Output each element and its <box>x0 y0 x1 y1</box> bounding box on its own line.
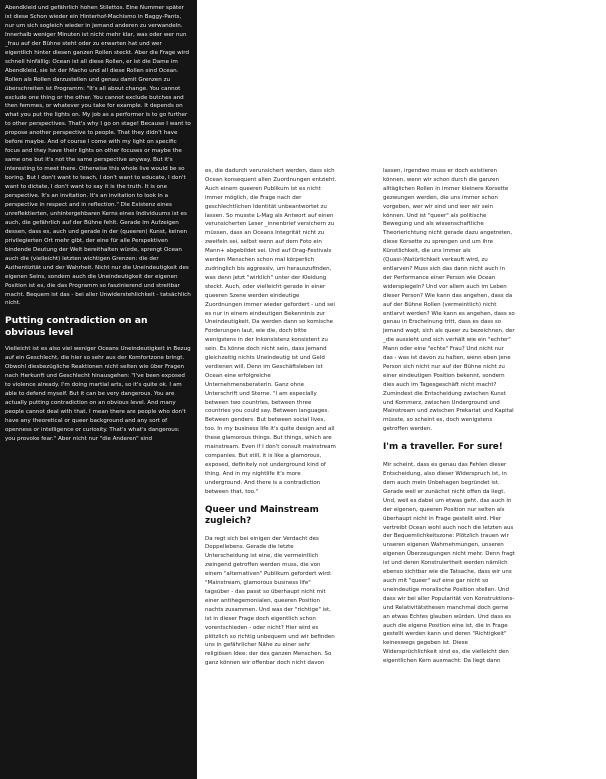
column-two-heading: Queer und Mainstream zugleich? <box>205 504 319 526</box>
column-two-paragraph-1: es, die dadurch verunsichert werden, dass sich Ocean konsequent allen Zuordnungen entzieht. Auch einem queeren Publikum ist es nicht immer möglich, die Frage nach der geschlechtlichen Identität unbeantwortet zu lassen. So musste L-Mag als Antwort auf einen verunsicherten Leser _innenbrief versichern zu müssen, dass an Oceans Integrität nicht zu zweifeln sei, selbst wenn auf dem Foto ein Mann+ abgebildet sei. Und auf Drag-Festivals werden Menschen schon mal körperlich zudringlich bis aggressiv, um herauszufinden, was denn jetzt "wirklich" unter der Kleidung steckt. Auch, oder vielleicht gerade in einer queeren Szene werden eindeutige Zuordnungen immer wieder gefordert - und sei es nur in einem eindeutigen Bekenntnis zur Uneindeutigkeit. Da werden dann so komische Forderungen laut, wie die, doch bitte wenigstens in der Inkonsistenz konsistent zu sein. Es könne doch nicht sein, dass jemand gleichzeitig nichts Uneindeutig ist und Geld verdienen will. Denn im Geschäftsleben ist Ocean eine erfolgreiche Unternehmensberaterin. Ganz ohne Unterschrift und Sterne. "I am especially between two countries, between three countries you could say. Between languages. Between genders. But between social lives, too. In my business life it's quite design and all these glamorous things. But things, which are mainstream. Even if I don't consult mainstream companies. But still, it is like a glamorous, exposed, definitely not underground kind of thing. And in my nightlife it's more underground. And there is a contradiction between that, too." <box>205 168 337 495</box>
column-three-paragraph-2: Mir scheint, dass es genau das Fehlen dieser Entscheidung, also dieser Widerspruch ist, in dem auch mein Unbehagen begründet ist. Gerade weil er zunächst nicht offen da liegt. Und, weil es dabei um etwas geht, das auch in der eigenen, queeren Position nur selten als überhaupt nicht in Frage gestellt wird. Hier vertreibt Ocean wohl auch noch die letzten aus der Bequemlichkeitszone: Plötzlich trauen wir unseren eigenen Wahrnehmungen, unseren eigenen Überzeugungen nicht mehr. Denn fragt ist und deren Konstruiertheit werden nämlich ebenso sichtbar wie die Tatsache, dass wir uns auch mit "queer" auf eine gar nicht so uneindeutige moralische Position stellen. Und dass wir bei aller Popularität von Konstruktions- und Relativitätsthesen manchmal doch gerne an etwas Echtes glauben würden. Und dass es auch die eigene Position eine ist, die in Frage gestellt werden kann und deren "Richtigkeit" keineswegs gegeben ist. Diese Widersprüchlichkeit sind es, die vielleicht den eigentlichen Kern ausmacht: Da liegt dann <box>383 462 515 665</box>
column-three-heading: I'm a traveller. For sure! <box>383 442 503 453</box>
left-paragraph-1: Abendkleid und gefährlich hohen Stilettos. Eine Nummer später ist diese Schon wieder ein Hinterhof-Machismo in Baggy-Pants, nur um sich sogleich wieder in jemand anderen zu verwandeln. Innerhalb weniger Minuten ist nicht mehr klar, was oder wer nun _frau auf der Bühne steht oder zu erwarten hat und wer eigentlich hinter diesen ganzen Rollen steckt. Aber die Frage wird schnell hinfällig: Ocean ist all diese Rollen, er ist die Dame im Abendkleid, sie ist der Macho und all diese Rollen sind Ocean. Rollen als Rollen darzustellen und genau damit Grenzen zu überschreiten ist Programm: "It's all about change. You cannot exclude one thing or the other. You cannot exclude butches and then femmes, or whatever you take for example. It depends on what you put the lights on. My job as a performer is to go further to other perspectives. That's why I go on stage! Because I want to propose another perspective to people. That they didn't have before maybe. And of course I come with my light on specific focus and they have their lights on other focuses or maybe the same one but it's not the same perspective anyway. But it's interesting to meet there. Otherwise this whole live would be so boring. But I don't want to teach, I don't want to educate, I don't want to dictate, I don't want to say it is the truth. It is one perspective. It's an invitation. It's an invitation to look in a perspective in respect and in reflection." Die Existenz eines unreflektierten, unhintergehbaren Kerns eines Individuums ist es auch, die gefährlich auf der Bühne fehlt. Gerade im Aufzeigen dessen, dass es, auch und gerade in der (queeren) Kunst, keinen privilegierten Ort mehr gibt, der eine für alle Perspektiven bindende Deutung der Welt bereithalten würde, sprengt Ocean auch die (vielleicht) letzten wichtigen Grenzen: die der Authentizität und der Wahrheit. Nicht nur die Uneindeutigkeit des eigenen Seins, sondern auch die Uneindeutigkeit der eigenen Position ist es, die das Programm so faszinierend und streitbar macht. Bequem ist das - bei aller Unwiderstehlichkeit - tatsächlich nicht. <box>5 5 191 307</box>
column-three-paragraph-1: lassen, irgendwo muss er doch existieren können, wenn wir schon durch die ganzen alltäglichen Rollen in immer kleinere Korsette gezwungen werden, die uns immer schon vorgeben, wer wir sind und wer wir sein können. Und ist "queer" als politische Bewegung und als wissenschaftliche Theorierichtung nicht gerade dazu angetreten, diese Korsette zu sprengen und um ihre Künstlichkeit, die uns immer als (Quasi-)Natürlichkeit verkauft wird, zu entlarven? Muss sich das dann nicht auch in der Performance einer Person wie Ocean widerspiegeln? Und vor allem auch im Leben dieser Person? Wie kann das angehen, dass da auf der Bühne Rollen (vermeintlich) nicht entlarvt werden? Wie kann es angehen, dass so genau in Erscheinung tritt, dass es dass so jemand wagt, sich als queer zu bezeichnen, der _die aussieht und sich verhält wie ein "echter" Mann oder eine "echte" Frau? Und nicht nur das - was ist davon zu halten, wenn eben jene Person sich nicht nur auf der Bühne nicht zu einer eindeutigen Position bekennt, sondern dies auch im Tagesgeschäft nicht macht? Zumindest die Entscheidung zwischen Kunst und Kommerz, zwischen Underground und Mainstream und zwischen Prekariat und Kapital müsste, so scheint es, doch wenigstens getroffen werden. <box>383 168 515 433</box>
column-two-paragraph-2: Da regt sich bei einigen der Verdacht des Doppellebens. Gerade die letzte Unterscheidung ist eine, die vermeintlich zwingend getroffen werden muss, die von einem "alternativen" Publikum gefordert wird: "Mainstream, glamorous business life" tagsüber - das passt so überhaupt nicht mit einer antihegemonialen, queeren Position nachts zusammen. Und was der "richtige" ist, ist in dieser Frage doch eigentlich schon vorentschieden - oder nicht? Hier wird es plötzlich so richtig unbequem und wir befinden uns in gefährlicher Nähe zu einer sehr religiösen Idee: der des ganzen Menschen. So ganz können wir offenbar doch nicht davon <box>205 535 335 667</box>
left-paragraph-2: Vielleicht ist es also viel weniger Oceans Uneindeutigkeit in Bezug auf ein Geschlecht, die hier so sehr aus der Komfortzone bringt. Obwohl diesbezügliche Reaktionen nicht selten wie über Fragen nach Herkunft und Geschlecht hinausgehen: "I've been exposed to violence already. I'm doing martial arts, so it's quite ok. I am able to defend myself. But it can be very dangerous. You are actually putting contradiction on an obvious level. And many people cannot deal with that. I mean there are people who don't have any theoretical or queer background and any sort of openness or intelligence or curiosity. That's what's dangerous: you provoke fear." Aber nicht nur "die Anderen" sind <box>5 346 191 442</box>
text-column-two <box>205 167 337 779</box>
left-dark-column <box>0 0 197 779</box>
text-column-three <box>383 167 515 779</box>
left-section-heading: Putting contradiction on an obvious level <box>5 315 148 339</box>
